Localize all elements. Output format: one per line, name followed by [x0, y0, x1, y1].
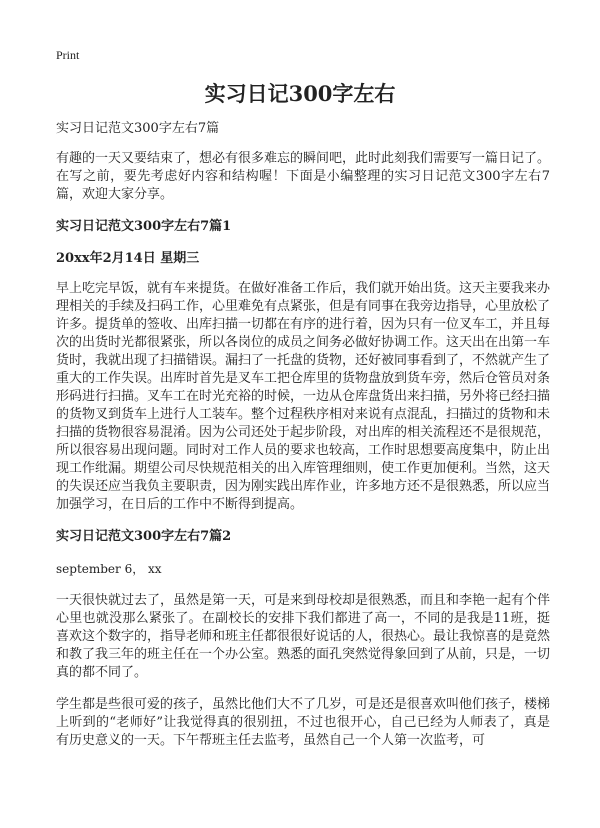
print-link[interactable]: Print: [56, 48, 80, 62]
section-1: [56, 218, 550, 514]
page-title: 实习日记300字左右: [204, 81, 396, 106]
section-paragraph: 一天很快就过去了，虽然是第一天，可是来到母校却是很熟悉，而且和李艳一起有个伴心里也就没那么紧张了。在副校长的安排下我们都进了高一，不同的是我是11班，挺喜欢这个数字的，指导老师和班主任都很很好说话的人，很热心。最让我惊喜的是竟然和教了我三年的班主任在一个办公室。熟悉的面孔突然觉得象回到了从前，只是，一切真的都不同了。: [56, 593, 551, 680]
document-subtitle: 实习日记范文300字左右7篇: [56, 121, 220, 136]
section-date: september 6， xx: [56, 562, 162, 576]
section-2: [56, 528, 550, 750]
section-paragraph: 学生都是些很可爱的孩子，虽然比他们大不了几岁，可是还是很喜欢叫他们孩子，楼梯上听到的“老师好”让我觉得真的很别扭，不过也很开心，自己已经为人师表了，真是有历史意义的一天。下午帮班主任去监考，虽然自己一个人第一次监考，可: [56, 697, 551, 748]
section-heading: 实习日记范文300字左右7篇2: [56, 529, 232, 544]
section-heading: 实习日记范文300字左右7篇1: [56, 219, 232, 234]
section-date: 20xx年2月14日 星期三: [56, 251, 200, 266]
document-body: [56, 120, 550, 764]
intro-paragraph: 有趣的一天又要结束了，想必有很多难忘的瞬间吧，此时此刻我们需要写一篇日记了。在写之前，要先考虑好内容和结构喔！下面是小编整理的实习日记范文300字左右7篇，欢迎大家分享。: [56, 151, 551, 202]
section-paragraph: 早上吃完早饭，就有车来提货。在做好准备工作后，我们就开始出货。这天主要我来办理相关的手续及扫码工作，心里难免有点紧张，但是有同事在我旁边指导，心里放松了许多。提货单的签收、出库扫描一切都在有序的进行着，因为只有一位叉车工，并且每次的出货时光都很紧张，所以各岗位的成员之间务必做好协调工作。这天出在出第一车货时，我就出现了扫描错误。漏扫了一托盘的货物，还好被同事看到了，不然就产生了重大的工作失误。出库时首先是叉车工把仓库里的货物盘放到货车旁，然后仓管员对条形码进行扫描。叉车工在时光充裕的时候，一边从仓库盘货出来扫描，另外将已经扫描的货物叉到货车上进行人工装车。整个过程秩序相对来说有点混乱，扫描过的货物和未扫描的货物很容易混淆。因为公司还处于起步阶段，对出库的相关流程还不是很规范，所以很容易出现问题。同时对工作人员的要求也较高，工作时思想要高度集中，防止出现工作纰漏。期望公司尽快规范相关的出入库管理细则，使工作更加便利。当然，这天的失误还应当我负主要职责，因为刚实践出库作业，许多地方还不是很熟悉，所以应当加强学习，在日后的工作中不断得到提高。: [56, 281, 551, 512]
